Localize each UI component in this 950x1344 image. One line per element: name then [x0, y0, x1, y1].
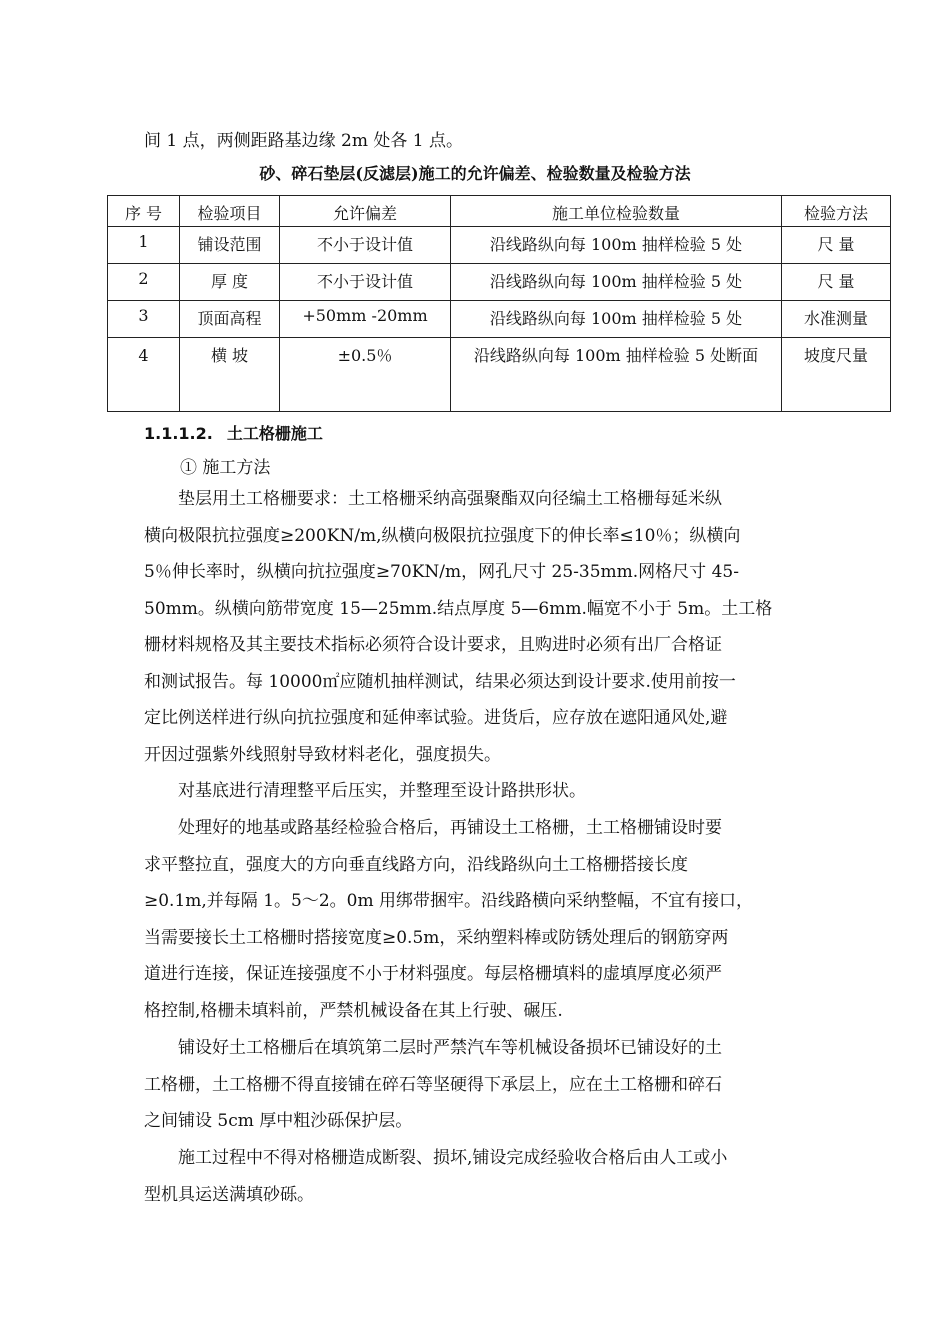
table-cell: 顶面高程 [180, 301, 280, 338]
table-header-cell: 施工单位检验数量 [451, 196, 782, 227]
table-title: 砂、碎石垫层(反滤层)施工的允许偏差、检验数量及检验方法 [259, 164, 691, 183]
table-header-cell: 检验项目 [180, 196, 280, 227]
table-cell: ±0.5％ [280, 338, 451, 412]
table-cell: 尺 量 [782, 264, 891, 301]
paragraph-line: 道进行连接，保证连接强度不小于材料强度。每层格栅填料的虚填厚度必须严 [144, 964, 722, 984]
paragraph-line: 对基底进行清理整平后压实，并整理至设计路拱形状。 [178, 781, 586, 801]
table-row [108, 338, 891, 412]
table-header-cell: 检验方法 [782, 196, 891, 227]
table-cell: +50mm -20mm [280, 301, 451, 338]
table-cell: 2 [108, 264, 180, 301]
table-cell: 沿线路纵向每 100m 抽样检验 5 处 [451, 227, 782, 264]
paragraph-line: 和测试报告。每 10000㎡应随机抽样测试，结果必须达到设计要求.使用前按一 [144, 671, 736, 692]
paragraph-protection-layer [144, 1030, 808, 1140]
section-title: 土工格栅施工 [226, 424, 323, 443]
table-cell: 厚 度 [180, 264, 280, 301]
table-cell: 不小于设计值 [280, 264, 451, 301]
table-row [108, 227, 891, 264]
paragraph-line: 求平整拉直，强度大的方向垂直线路方向，沿线路纵向土工格栅搭接长度 [144, 854, 688, 875]
table-cell: 铺设范围 [180, 227, 280, 264]
table-cell: 4 [108, 338, 180, 412]
paragraph-line: 5％伸长率时，纵横向抗拉强度≥70KN/m，网孔尺寸 25-35mm.网格尺寸 45- [144, 562, 739, 582]
paragraph-line: 垫层用土工格栅要求：土工格栅采纳高强聚酯双向径编土工格栅每延米纵 [178, 489, 722, 509]
table-header-cell: 允许偏差 [280, 196, 451, 227]
paragraph-line: 50mm。纵横向筋带宽度 15—25mm.结点厚度 5—6mm.幅宽不小于 5m。土工格 [144, 598, 773, 619]
paragraph-line: 施工过程中不得对格栅造成断裂、损坏,铺设完成经验收合格后由人工或小 [178, 1148, 728, 1168]
table-cell-text: 沿线路纵向每 100m 抽样检验 5 处断面 [473, 346, 759, 365]
paragraph-line: 工格栅，土工格栅不得直接铺在碎石等坚硬得下承层上，应在土工格栅和碎石 [144, 1074, 722, 1095]
table-cell [451, 338, 782, 412]
table-cell: 沿线路纵向每 100m 抽样检验 5 处 [451, 264, 782, 301]
paragraph-line: 定比例送样进行纵向抗拉强度和延伸率试验。进货后，应存放在遮阳通风处,避 [144, 708, 728, 728]
paragraph-grid-requirements [144, 481, 808, 773]
tolerance-table [107, 195, 891, 412]
table-row [108, 301, 891, 338]
paragraph-line: 当需要接长土工格栅时搭接宽度≥0.5m，采纳塑料棒或防锈处理后的钢筋穿两 [144, 927, 729, 948]
section-number: 1.1.1.2. [144, 424, 213, 443]
paragraph-line: 之间铺设 5cm 厚中粗沙砾保护层。 [144, 1111, 413, 1131]
paragraph-backfill [144, 1140, 808, 1213]
paragraph-line: 栅材料规格及其主要技术指标必须符合设计要求，且购进时必须有出厂合格证 [144, 635, 722, 655]
paragraph-line: 型机具运送满填砂砾。 [144, 1184, 314, 1205]
paragraph-grid-laying [144, 810, 808, 1029]
table-row [108, 264, 891, 301]
table-cell: 坡度尺量 [782, 338, 891, 412]
paragraph-line: 开因过强紫外线照射导致材料老化，强度损失。 [144, 744, 501, 765]
table-cell: 3 [108, 301, 180, 338]
paragraph-line: 横向极限抗拉强度≥200KN/m,纵横向极限抗拉强度下的伸长率≤10％；纵横向 [144, 525, 741, 546]
paragraph-line: ≥0.1m,并每隔 1。5～2。0m 用绑带捆牢。沿线路横向采纳整幅，不宜有接口， [144, 891, 753, 911]
table-header-row [108, 196, 891, 227]
table-cell: 1 [108, 227, 180, 264]
table-cell: 水准测量 [782, 301, 891, 338]
table-cell: 不小于设计值 [280, 227, 451, 264]
paragraph-line: 格控制,格栅未填料前，严禁机械设备在其上行驶、碾压. [144, 1000, 563, 1021]
paragraph-line: 处理好的地基或路基经检验合格后，再铺设土工格栅，土工格栅铺设时要 [178, 818, 722, 838]
table-cell: 横 坡 [180, 338, 280, 412]
section-heading [144, 421, 323, 444]
table-cell: 沿线路纵向每 100m 抽样检验 5 处 [451, 301, 782, 338]
subheading: ① 施工方法 [180, 458, 271, 478]
table-cell: 尺 量 [782, 227, 891, 264]
paragraph-line: 铺设好土工格栅后在填筑第二层时严禁汽车等机械设备损坏已铺设好的土 [178, 1038, 722, 1058]
intro-line: 间 1 点，两侧距路基边缘 2m 处各 1 点。 [144, 131, 463, 151]
table-header-cell: 序 号 [108, 196, 180, 227]
paragraph-base-preparation [144, 773, 808, 810]
